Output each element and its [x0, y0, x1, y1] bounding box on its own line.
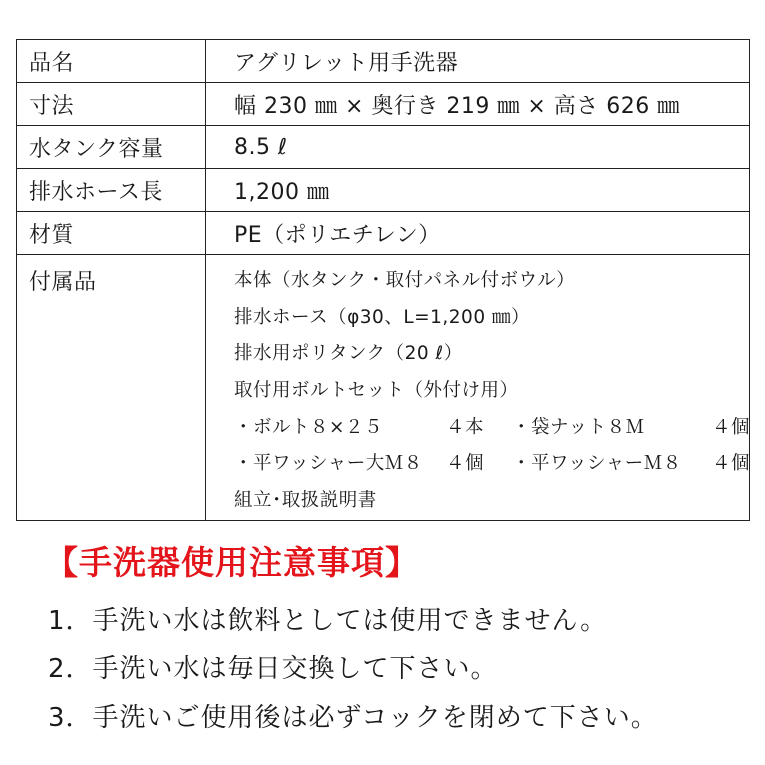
- accessory-line: 組立･取扱説明書: [234, 490, 377, 512]
- spec-row-hose-length: [17, 169, 750, 212]
- hardware-line: [234, 410, 749, 447]
- hardware-line: [234, 446, 749, 483]
- spec-label: 排水ホース長: [17, 169, 206, 212]
- accessory-line: 取付用ボルトセット（外付け用）: [234, 380, 519, 402]
- spec-label: 材質: [17, 212, 206, 255]
- accessories-list: [234, 255, 749, 520]
- accessory-line: 本体（水タンク・取付パネル付ボウル）: [234, 270, 576, 291]
- spec-row-dimensions: [17, 83, 750, 126]
- spec-value: 幅 230 ㎜ × 奥行き 219 ㎜ × 高さ 626 ㎜: [206, 83, 750, 126]
- spec-value: 8.5 ℓ: [206, 126, 750, 169]
- notice-item: 3．手洗いご使用後は必ずコックを閉めて下さい。: [48, 703, 658, 733]
- hardware-item: ・ボルト８×２５: [234, 416, 384, 438]
- hardware-item: ・平ワッシャー大Ｍ８: [234, 453, 423, 475]
- spec-label: 付属品: [17, 255, 206, 521]
- hardware-item: ・袋ナット８Ｍ: [512, 416, 645, 438]
- spec-value: PE（ポリエチレン）: [206, 212, 750, 255]
- spec-value: 1,200 ㎜: [206, 169, 750, 212]
- hardware-qty: ４個: [712, 453, 751, 475]
- spec-row-product-name: [17, 40, 750, 83]
- hardware-qty: ４本: [446, 416, 485, 438]
- notice-title: 【手洗器使用注意事項】: [45, 543, 419, 582]
- spec-row-tank-capacity: [17, 126, 750, 169]
- hardware-item: ・平ワッシャーＭ８: [512, 453, 682, 475]
- hardware-qty: ４個: [446, 453, 485, 475]
- spec-row-accessories: [17, 255, 750, 521]
- accessory-line: 排水ホース（φ30、L=1,200 ㎜）: [234, 306, 530, 328]
- spec-label: 品名: [17, 40, 206, 83]
- accessories-cell: [206, 255, 750, 521]
- hardware-qty: ４個: [712, 416, 751, 438]
- spec-value: アグリレット用手洗器: [206, 40, 750, 83]
- notice-item: 1．手洗い水は飲料としては使用できません。: [48, 606, 608, 636]
- notice-item: 2．手洗い水は毎日交換して下さい。: [48, 654, 498, 684]
- spec-label: 寸法: [17, 83, 206, 126]
- spec-label: 水タンク容量: [17, 126, 206, 169]
- spec-row-material: [17, 212, 750, 255]
- spec-table: [16, 39, 750, 521]
- accessory-line: 排水用ポリタンク（20 ℓ）: [234, 343, 463, 365]
